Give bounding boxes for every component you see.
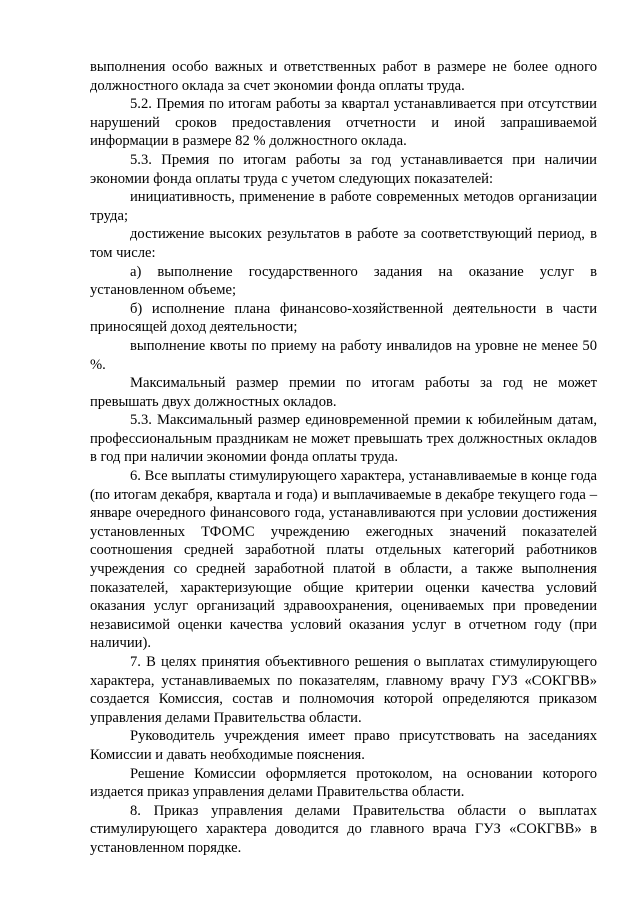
paragraph-achievement: достижение высоких результатов в работе за соответствующий период, в том числе: [90,226,597,261]
paragraph-8: 8. Приказ управления делами Правительства области о выплатах стимулирующего характера доводится до главного врача ГУЗ «СОКГВВ» в установленном порядке. [90,802,597,856]
paragraph-quota: выполнение квоты по приему на работу инвалидов на уровне не менее 50 %. [90,337,597,373]
paragraph-max-annual: Максимальный размер премии по итогам работы за год не может превышать двух должностных окладов. [90,375,597,410]
paragraph-item-b: б) исполнение плана финансово-хозяйственной деятельности в части приносящей доход деятельности; [90,300,597,336]
paragraph-item-a: а) выполнение государственного задания на оказание услуг в установленном объеме; [90,263,597,299]
paragraph-5-2: 5.2. Премия по итогам работы за квартал устанавливается при отсутствии нарушений сроков предоставления отчетности и иной запрашиваемой информации в размере 82 % должностного оклада. [90,96,597,150]
paragraph-continuation: выполнения особо важных и ответственных работ в размере не более одного должностного оклада за счет экономии фонда оплаты труда. [90,59,597,94]
paragraph-commission-decision: Решение Комиссии оформляется протоколом, на основании которого издается приказ управления делами Правительства области. [90,765,597,801]
paragraph-5-3-jubilee: 5.3. Максимальный размер единовременной премии к юбилейным датам, профессиональным праздникам не может превышать трех должностных окладов в год при наличии экономии фонда оплаты труда. [90,412,597,466]
document-body [90,58,597,858]
paragraph-6: 6. Все выплаты стимулирующего характера, устанавливаемые в конце года (по итогам декабря, квартала и года) и выплачиваемые в декабре текущего года – январе очередного финансового года, устанавливаются при условии достижения установленных ТФОМС учреждению ежегодных значений показателей соотношения средней заработной платы отдельных категорий работников учреждения со средней заработной платой в области, а также выполнения показателей, характеризующие общие критерии оценки качества условий оказания услуг организаций здравоохранения, оцениваемых при проведении независимой оценки качества условий оказания услуг в отчетном году (при наличии). [90,468,597,652]
paragraph-initiative: инициативность, применение в работе современных методов организации труда; [90,189,597,224]
paragraph-5-3: 5.3. Премия по итогам работы за год устанавливается при наличии экономии фонда оплаты труда с учетом следующих показателей: [90,151,597,187]
paragraph-head-rights: Руководитель учреждения имеет право присутствовать на заседаниях Комиссии и давать необходимые пояснения. [90,728,597,763]
paragraph-7: 7. В целях принятия объективного решения о выплатах стимулирующего характера, устанавливаемых по показателям, главному врачу ГУЗ «СОКГВВ» создается Комиссия, состав и полномочия которой определяются приказом управления делами Правительства области. [90,654,597,726]
